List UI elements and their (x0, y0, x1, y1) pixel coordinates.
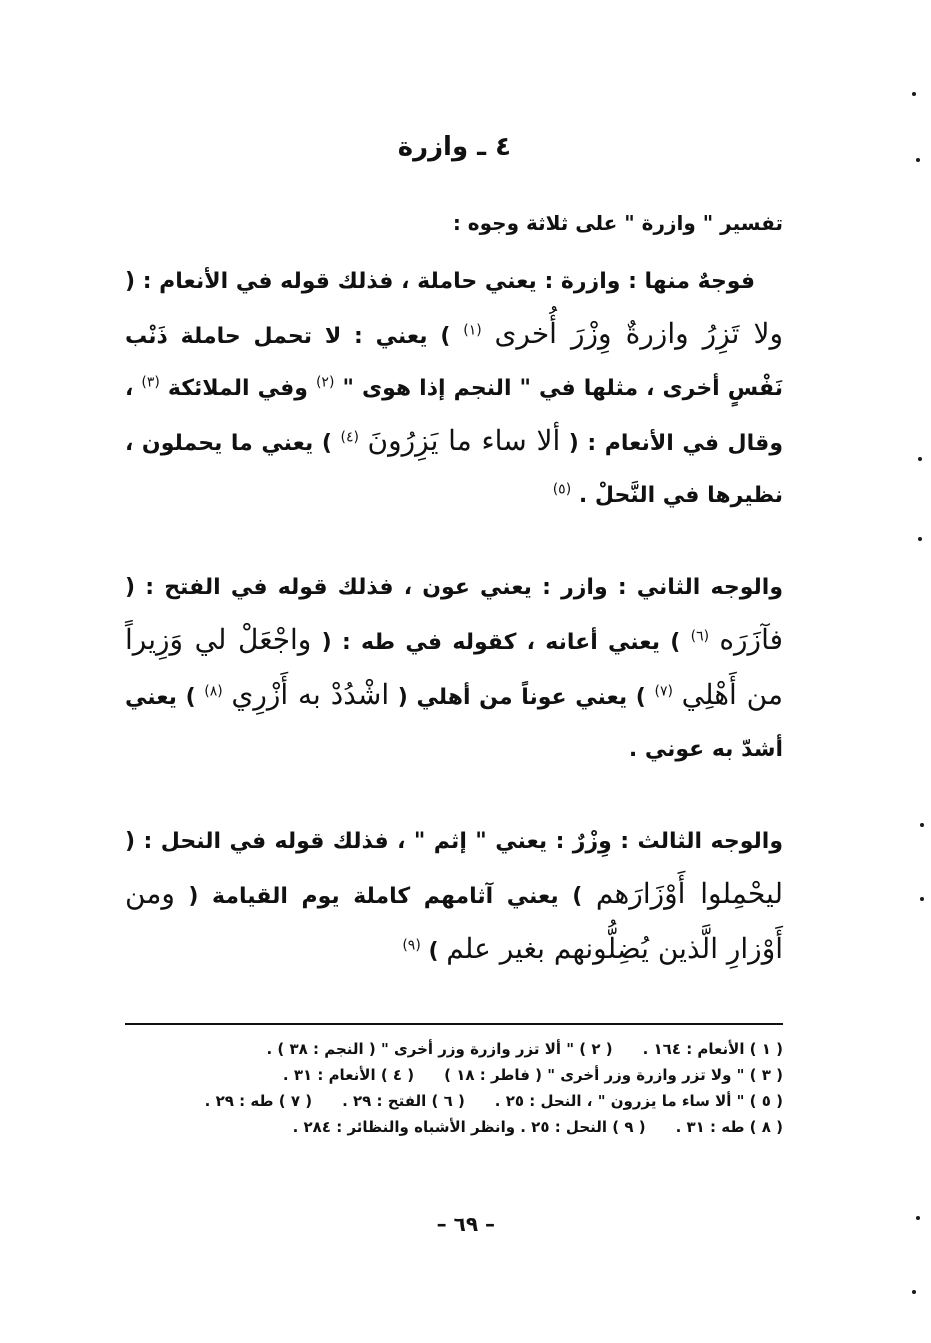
paragraph-1-text: ، وقال في الأنعام : ( (125, 376, 783, 456)
footnote-divider (125, 1023, 783, 1025)
quran-quote: ليحْمِلوا أَوْزَارَهم (595, 877, 783, 910)
paragraph-1-text: ) يعني : لا تحمل حاملة ذَنْب نَفْسٍ أخرى ، مثلها في " النجم إذا هوى " (125, 324, 783, 401)
footnote-entry: ( ٨ ) طه : ٣١ . (675, 1118, 783, 1136)
paragraph-1-lead: فوجهٌ منها : وازرة : يعني حاملة ، فذلك قوله في الأنعام : ( (125, 269, 755, 294)
margin-dot (920, 897, 924, 901)
paragraph-3-lead: والوجه الثالث : وِزْرٌ : يعني " إثم " ، فذلك قوله في النحل : ( (125, 829, 783, 854)
intro-line: تفسير " وازرة " على ثلاثة وجوه : (452, 211, 783, 235)
paragraph-1 (125, 256, 783, 522)
quran-quote: اشْدُدْ به أَزْرِي (231, 678, 390, 711)
paragraph-2 (125, 562, 783, 776)
footnote-row (123, 1114, 783, 1140)
footnote-marker[interactable]: (٧) (654, 683, 673, 700)
paragraph-3-text: ) (428, 939, 439, 964)
footnote-row (123, 1036, 783, 1062)
paragraph-1-text: ) يعني ما يحملون ، نظيرها في النَّحلْ . (125, 431, 783, 508)
footnote-marker[interactable]: (١) (463, 322, 482, 339)
footnote-marker[interactable]: (٩) (402, 937, 421, 954)
footnote-marker[interactable]: (٣) (141, 374, 160, 391)
page-number: – ٦٩ – (436, 1212, 495, 1236)
footnote-entry: ( ٩ ) النحل : ٢٥ . وانظر الأشباه والنظائر : ٢٨٤ . (292, 1118, 646, 1136)
paragraph-2-text: ) يعني أشدّ به عوني . (125, 685, 783, 762)
paragraph-3-text: ) يعني آثامهم كاملة يوم القيامة ( (188, 884, 583, 909)
footnote-entry: ( ١ ) الأنعام : ١٦٤ . (642, 1040, 783, 1058)
quran-quote: ولا تَزِرُ وازرةٌ وِزْرَ أُخرى (494, 317, 783, 350)
footnote-marker[interactable]: (٨) (204, 683, 223, 700)
footnote-row (123, 1088, 783, 1114)
quran-quote: ألا ساء ما يَزِرُونَ (367, 424, 561, 457)
section-heading: ٤ ـ وازرة (397, 132, 511, 162)
quran-quote: فآزَرَه (719, 623, 783, 656)
margin-dot (918, 457, 922, 461)
footnote-entry: ( ٥ ) " ألا ساء ما يزرون " ، النحل : ٢٥ . (494, 1092, 783, 1110)
margin-dot (920, 823, 924, 827)
margin-dot (912, 1290, 916, 1294)
margin-dot (916, 1216, 920, 1220)
paragraph-2-text: ) يعني عوناً من أهلي ( (397, 685, 646, 710)
footnote-entry: ( ٢ ) " ألا تزر وازرة وزر أخرى " ( النجم : ٣٨ ) . (266, 1040, 613, 1058)
paragraph-1-text: وفي الملائكة (167, 376, 308, 401)
footnote-entry: ( ٤ ) الأنعام : ٣١ . (282, 1066, 415, 1084)
footnote-marker[interactable]: (٥) (552, 481, 572, 498)
paragraph-3 (125, 816, 783, 978)
quran-quote: واجْعَلْ لي وَزِيراً من أَهْلِي (125, 623, 783, 711)
footnote-marker[interactable]: (٤) (340, 429, 359, 446)
footnotes (123, 1036, 783, 1140)
footnote-entry: ( ٣ ) " ولا تزر وازرة وزر أخرى " ( فاطر : ١٨ ) (444, 1066, 783, 1084)
footnote-row (123, 1062, 783, 1088)
quran-quote: ومن أَوْزارِ الَّذين يُضِلُّونهم بغير علم (125, 877, 783, 965)
paragraph-2-text: ) يعني أعانه ، كقوله في طه : ( (321, 630, 681, 655)
margin-dot (916, 158, 920, 162)
margin-dot (918, 537, 922, 541)
footnote-entry: ( ٦ ) الفتح : ٢٩ . (342, 1092, 465, 1110)
footnote-entry: ( ٧ ) طه : ٢٩ . (204, 1092, 313, 1110)
footnote-marker[interactable]: (٦) (690, 628, 710, 645)
body-text (125, 208, 783, 1018)
margin-dot (912, 92, 916, 96)
footnote-marker[interactable]: (٢) (315, 374, 335, 391)
paragraph-2-lead: والوجه الثاني : وازر : يعني عون ، فذلك قوله في الفتح : ( (125, 575, 783, 600)
